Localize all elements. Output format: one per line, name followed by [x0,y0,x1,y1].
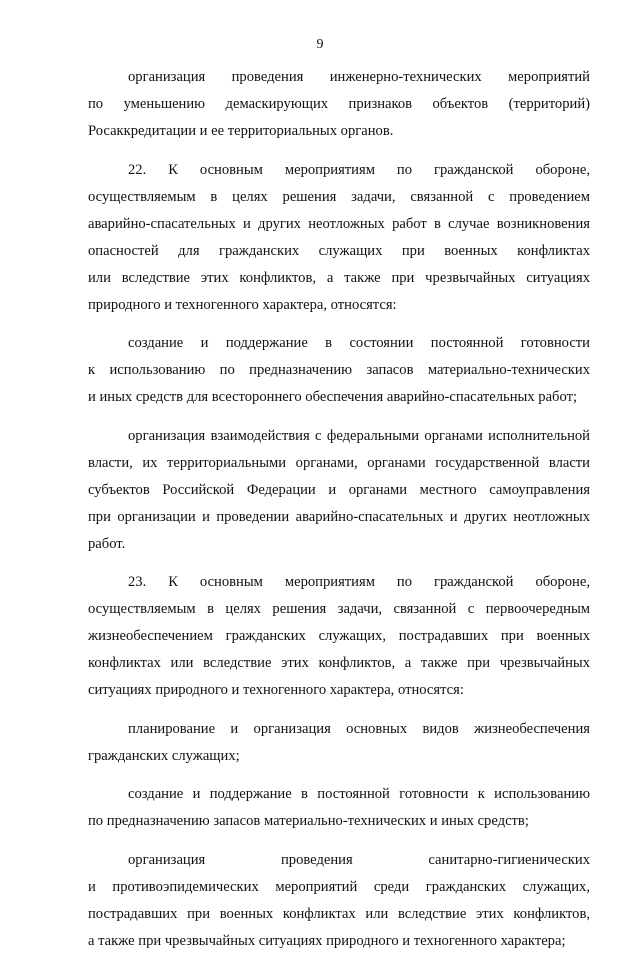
text-line: по уменьшению демаскирующих признаков объектов (территорий) [88,96,590,112]
text-line: аварийно-спасательных и других неотложных работ в случае возникновения [88,215,590,232]
paragraph-interaction [88,423,590,558]
text-line: организация проведения санитарно-гигиенических [128,851,590,868]
text-line: организация взаимодействия с федеральными органами исполнительной [128,427,590,444]
paragraph-readiness [88,781,590,835]
paragraph-22 [88,157,590,319]
text-line: и противоэпидемических мероприятий среди гражданских служащих, [88,878,590,895]
text-line: организация проведения инженерно-технических мероприятий [128,69,590,85]
text-line: пострадавших при военных конфликтах или вследствие этих конфликтов, [88,905,590,922]
text-line: жизнеобеспечением гражданских служащих, пострадавших при военных [88,628,590,644]
text-line: Росаккредитации и ее территориальных органов. [88,123,394,139]
text-line: по предназначению запасов материально-технических и иных средств; [88,813,529,829]
text-line: при организации и проведении аварийно-спасательных и других неотложных [88,508,590,525]
paragraph-sanitary [88,847,590,955]
text-line: к использованию по предназначению запасов материально-технических [88,362,590,378]
paragraph-engineering-measures [88,64,590,145]
text-line: и иных средств для всестороннего обеспечения аварийно-спасательных работ; [88,389,578,405]
text-line: природного и техногенного характера, относятся: [88,296,397,313]
text-line: субъектов Российской Федерации и органами местного самоуправления [88,481,590,498]
paragraph-reserves [88,330,590,411]
text-line: осуществляемым в целях решения задачи, связанной с первоочередным [88,601,590,617]
text-line: создание и поддержание в постоянной готовности к использованию [128,786,590,802]
text-line: создание и поддержание в состоянии постоянной готовности [128,335,590,351]
text-line: ситуациях природного и техногенного характера, относятся: [88,682,464,698]
text-line: власти, их территориальными органами, органами государственной власти [88,454,590,471]
text-line: опасностей для гражданских служащих при военных конфликтах [88,242,590,259]
paragraph-23 [88,569,590,704]
text-line: а также при чрезвычайных ситуациях природного и техногенного характера; [88,932,566,949]
text-line: 23. К основным мероприятиям по гражданской обороне, [128,574,590,590]
text-line: осуществляемым в целях решения задачи, связанной с проведением [88,188,590,205]
text-line: конфликтах или вследствие этих конфликтов, а также при чрезвычайных [88,655,590,671]
page-number: 9 [316,37,324,52]
text-line: или вследствие этих конфликтов, а также при чрезвычайных ситуациях [88,269,590,286]
paragraph-planning [88,716,590,770]
document-body [88,64,590,966]
text-line: работ. [88,535,126,552]
text-line: 22. К основным мероприятиям по гражданской обороне, [128,161,590,178]
text-line: гражданских служащих; [88,747,240,764]
text-line: планирование и организация основных видов жизнеобеспечения [128,720,590,737]
